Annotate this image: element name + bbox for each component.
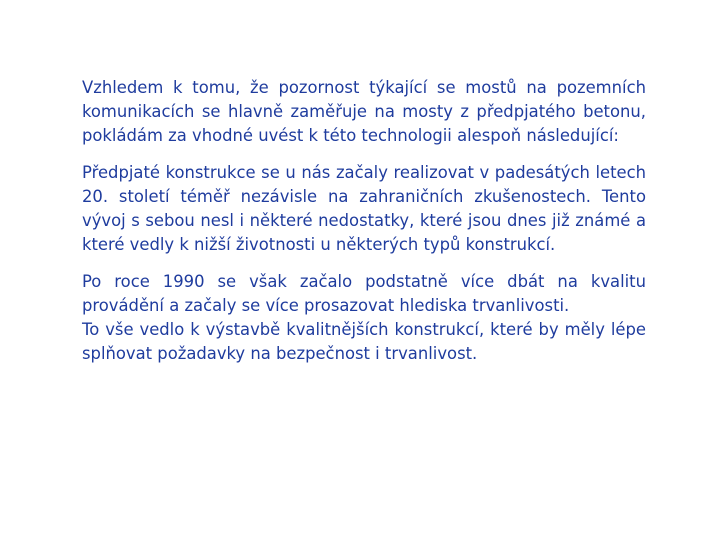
paragraph-history: Předpjaté konstrukce se u nás začaly realizovat v padesátých letech 20. století téměř nezávisle na zahraničních zkušenostech. Tento vývoj s sebou nesl i některé nedostatky, které jsou dnes již známé a které vedly k nižší životnosti u některých typů konstrukcí. (82, 163, 646, 254)
slide-text-block (82, 76, 646, 379)
paragraph-intro: Vzhledem k tomu, že pozornost týkající se mostů na pozemních komunikacích se hlavně zaměřuje na mosty z předpjatého betonu, pokládám za vhodné uvést k této technologii alespoň následující: (82, 78, 646, 145)
paragraph-after-1990: Po roce 1990 se však začalo podstatně více dbát na kvalitu provádění a začaly se více prosazovat hlediska trvanlivosti. (82, 272, 646, 315)
paragraph-conclusion: To vše vedlo k výstavbě kvalitnějších konstrukcí, které by měly lépe splňovat požadavky na bezpečnost i trvanlivost. (82, 320, 646, 363)
